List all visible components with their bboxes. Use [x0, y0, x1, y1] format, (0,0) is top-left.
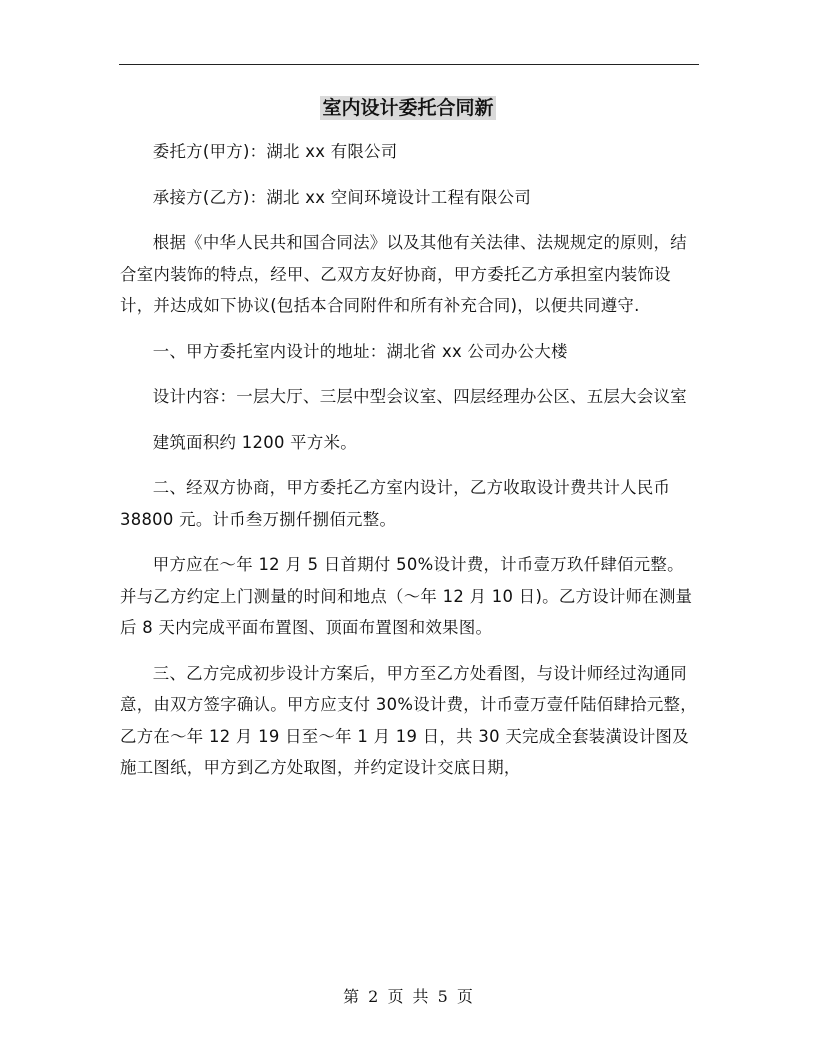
- contractor-party-line: 承接方(乙方)：湖北 xx 空间环境设计工程有限公司: [152, 187, 532, 207]
- preamble-paragraph: 根据《中华人民共和国合同法》以及其他有关法律、法规规定的原则，结合室内装饰的特点，经甲、乙双方友好协商，甲方委托乙方承担室内装饰设计，并达成如下协议(包括本合同附件和所有补充合同)，以便共同遵守.: [120, 233, 687, 315]
- header-rule: [119, 64, 699, 65]
- design-scope-paragraph: 设计内容：一层大厅、三层中型会议室、四层经理办公区、五层大会议室: [152, 387, 687, 406]
- client-party-line: 委托方(甲方)：湖北 xx 有限公司: [152, 142, 398, 161]
- clause-1-address: 一、甲方委托室内设计的地址：湖北省 xx 公司办公大楼: [152, 341, 568, 361]
- document-title-text: 室内设计委托合同新: [322, 97, 494, 119]
- document-body: [120, 136, 700, 798]
- first-payment-paragraph: 甲方应在～年 12 月 5 日首期付 50%设计费，计币壹万玖仟肆佰元整。并与乙方约定上门测量的时间和地点（～年 12 月 10 日)。乙方设计师在测量后 8 天内完成平面布置图、顶面布置图和效果图。: [120, 555, 693, 637]
- floor-area-paragraph: 建筑面积约 1200 平方米。: [152, 432, 357, 452]
- document-title: [0, 94, 816, 122]
- clause-2-fee: 二、经双方协商，甲方委托乙方室内设计，乙方收取设计费共计人民币 38800 元。计币叁万捌仟捌佰元整。: [120, 478, 671, 529]
- page-number-footer: 第 2 页 共 5 页: [343, 987, 473, 1006]
- clause-3-approval: 三、乙方完成初步设计方案后，甲方至乙方处看图，与设计师经过沟通同意，由双方签字确认。甲方应支付 30%设计费，计币壹万壹仟陆佰肆拾元整，乙方在～年 12 月 19 日至～年 1 月 19 日，共 30 天完成全套装潢设计图及施工图纸，甲方到乙方处取图，并约定设计交底日期，: [120, 663, 697, 777]
